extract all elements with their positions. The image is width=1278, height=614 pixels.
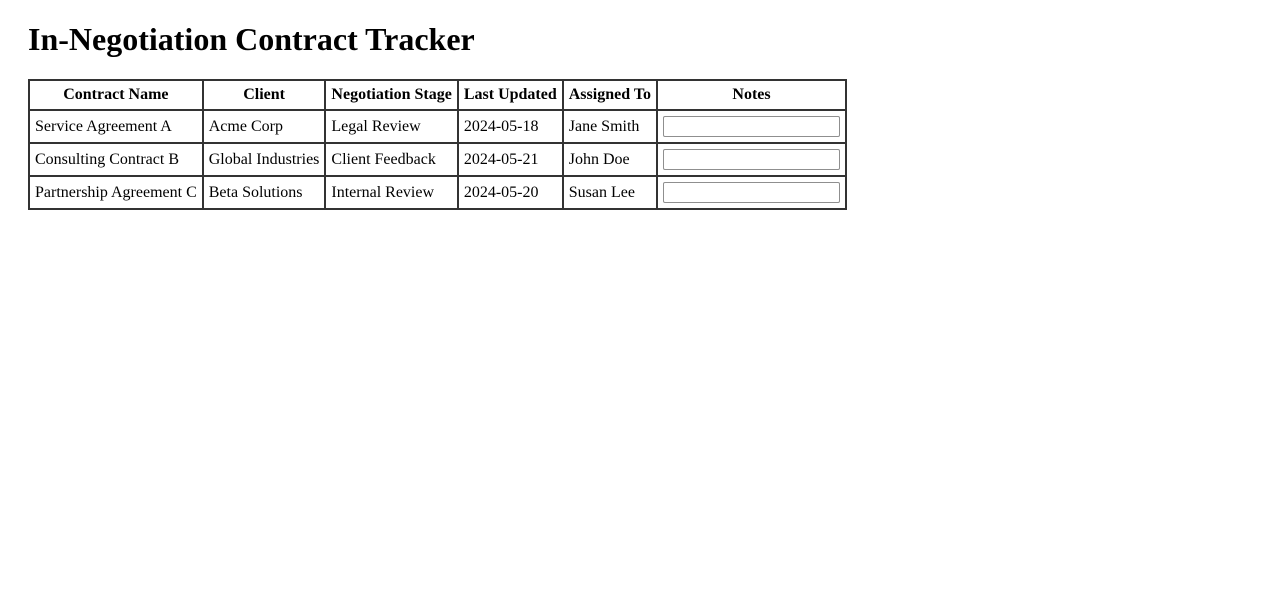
cell-notes	[657, 176, 846, 209]
header-last-updated: Last Updated	[458, 80, 563, 110]
header-notes: Notes	[657, 80, 846, 110]
cell-contract-name: Service Agreement A	[29, 110, 203, 143]
table-row	[29, 110, 846, 143]
cell-negotiation-stage: Client Feedback	[325, 143, 457, 176]
cell-contract-name: Consulting Contract B	[29, 143, 203, 176]
cell-assigned-to: Susan Lee	[563, 176, 657, 209]
notes-input[interactable]	[663, 149, 840, 170]
page-title: In-Negotiation Contract Tracker	[28, 21, 475, 57]
cell-notes	[657, 110, 846, 143]
cell-assigned-to: John Doe	[563, 143, 657, 176]
cell-contract-name: Partnership Agreement C	[29, 176, 203, 209]
notes-input[interactable]	[663, 182, 840, 203]
cell-negotiation-stage: Legal Review	[325, 110, 457, 143]
header-client: Client	[203, 80, 326, 110]
cell-client: Global Industries	[203, 143, 326, 176]
cell-negotiation-stage: Internal Review	[325, 176, 457, 209]
cell-notes	[657, 143, 846, 176]
cell-last-updated: 2024-05-18	[458, 110, 563, 143]
header-negotiation-stage: Negotiation Stage	[325, 80, 457, 110]
table-row	[29, 176, 846, 209]
table-header-row	[29, 80, 846, 110]
cell-client: Acme Corp	[203, 110, 326, 143]
cell-client: Beta Solutions	[203, 176, 326, 209]
table-row	[29, 143, 846, 176]
contract-table	[28, 79, 847, 210]
cell-last-updated: 2024-05-20	[458, 176, 563, 209]
cell-last-updated: 2024-05-21	[458, 143, 563, 176]
notes-input[interactable]	[663, 116, 840, 137]
cell-assigned-to: Jane Smith	[563, 110, 657, 143]
header-contract-name: Contract Name	[29, 80, 203, 110]
header-assigned-to: Assigned To	[563, 80, 657, 110]
